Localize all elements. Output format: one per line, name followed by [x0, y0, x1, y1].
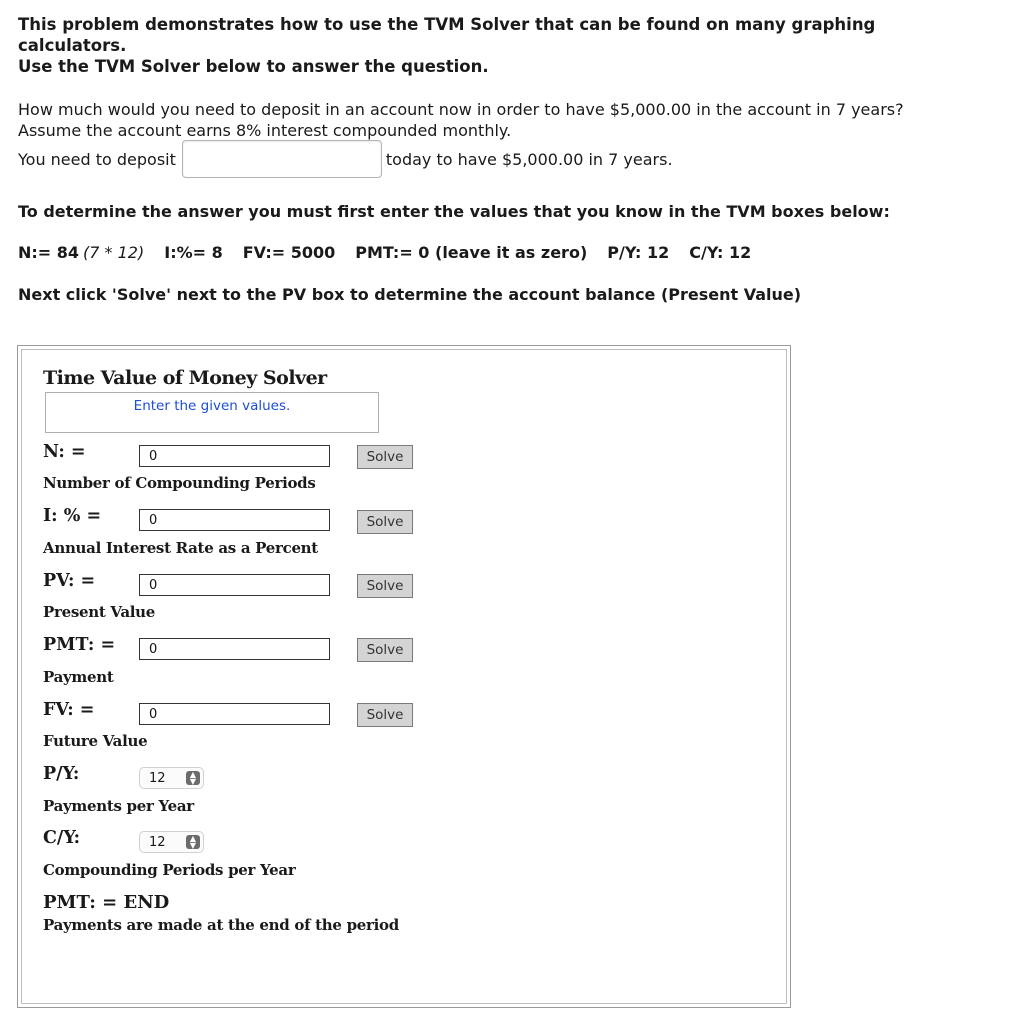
deposit-answer-row	[18, 140, 673, 178]
pmt-input[interactable]: 0	[139, 638, 330, 660]
py-select-value: 12	[149, 771, 166, 786]
select-arrows-icon: ▲ ▼	[186, 771, 200, 785]
deposit-prefix: You need to deposit	[18, 149, 176, 169]
i-input[interactable]: 0	[139, 509, 330, 531]
pv-label: PV: =	[43, 571, 96, 591]
known-values-line	[18, 242, 771, 263]
instruction-line-3: Next click 'Solve' next to the PV box to determine the account balance (Present Value)	[18, 285, 802, 304]
select-arrows-icon: ▲ ▼	[186, 835, 200, 849]
intro-line-1: This problem demonstrates how to use the TVM Solver that can be found on many graphing calculators.	[18, 15, 876, 55]
cy-description: Compounding Periods per Year	[43, 861, 296, 879]
deposit-answer-input[interactable]	[182, 140, 382, 178]
intro-line-2: Use the TVM Solver below to answer the question.	[18, 57, 489, 76]
i-description: Annual Interest Rate as a Percent	[43, 539, 318, 557]
pmt-label: PMT: =	[43, 635, 116, 655]
i-solve-button[interactable]: Solve	[357, 510, 413, 534]
py-description: Payments per Year	[43, 797, 194, 815]
n-solve-button[interactable]: Solve	[357, 445, 413, 469]
problem-intro	[18, 14, 978, 141]
pmt-solve-button[interactable]: Solve	[357, 638, 413, 662]
py-select[interactable]	[139, 767, 204, 789]
cy-select-value: 12	[149, 835, 166, 850]
known-fv: FV:= 5000	[242, 243, 336, 262]
tvm-solver-inner	[21, 349, 787, 1004]
deposit-suffix: today to have $5,000.00 in 7 years.	[385, 149, 673, 169]
i-label: I: % =	[43, 506, 102, 526]
known-py: P/Y: 12	[607, 243, 670, 262]
pv-solve-button[interactable]: Solve	[357, 574, 413, 598]
question-line-1: How much would you need to deposit in an account now in order to have $5,000.00 in the account in 7 years?	[18, 100, 904, 119]
question-text	[18, 99, 978, 141]
known-i: I:%= 8	[164, 243, 223, 262]
py-label: P/Y:	[43, 764, 80, 784]
known-n-note: (7 * 12)	[83, 243, 145, 262]
fv-description: Future Value	[43, 732, 148, 750]
n-description: Number of Compounding Periods	[43, 474, 316, 492]
solver-message-box: Enter the given values.	[45, 392, 379, 433]
instruction-line-1: To determine the answer you must first enter the values that you know in the TVM boxes below:	[18, 202, 890, 221]
n-label: N: =	[43, 442, 86, 462]
solver-title: Time Value of Money Solver	[43, 367, 327, 389]
known-cy: C/Y: 12	[689, 243, 752, 262]
known-n-value: N:= 84	[18, 243, 80, 262]
pv-description: Present Value	[43, 603, 155, 621]
n-input[interactable]: 0	[139, 445, 330, 467]
pv-input[interactable]: 0	[139, 574, 330, 596]
question-line-2: Assume the account earns 8% interest compounded monthly.	[18, 121, 512, 140]
fv-input[interactable]: 0	[139, 703, 330, 725]
fv-solve-button[interactable]: Solve	[357, 703, 413, 727]
pmt-description: Payment	[43, 668, 114, 686]
cy-label: C/Y:	[43, 828, 81, 848]
cy-select[interactable]	[139, 831, 204, 853]
pmt-end-label: PMT: = END	[43, 892, 170, 913]
fv-label: FV: =	[43, 700, 95, 720]
tvm-solver-panel	[17, 345, 791, 1008]
pmt-end-description: Payments are made at the end of the period	[43, 916, 399, 934]
known-n	[18, 243, 144, 262]
known-pmt: PMT:= 0 (leave it as zero)	[355, 243, 588, 262]
